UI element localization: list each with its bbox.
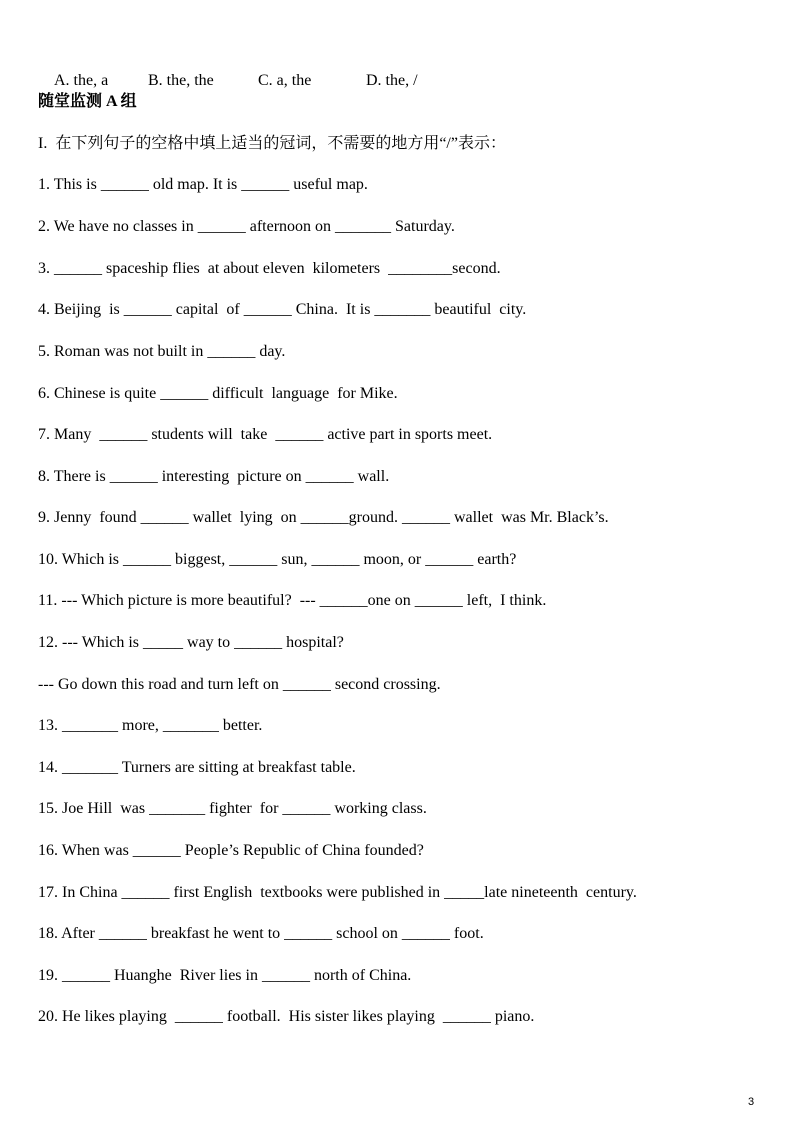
question-3: 3. ______ spaceship flies at about eleven kilometers ________second. — [38, 260, 501, 277]
question-20: 20. He likes playing ______ football. His sister likes playing ______ piano. — [38, 1008, 535, 1025]
question-14: 14. _______ Turners are sitting at breakfast table. — [38, 759, 356, 776]
option-b: B. the, the — [148, 72, 214, 89]
question-1: 1. This is ______ old map. It is ______ useful map. — [38, 176, 368, 193]
question-18: 18. After ______ breakfast he went to ______ school on ______ foot. — [38, 925, 484, 942]
question-13: 13. _______ more, _______ better. — [38, 717, 263, 734]
question-19: 19. ______ Huanghe River lies in ______ north of China. — [38, 967, 412, 984]
question-5: 5. Roman was not built in ______ day. — [38, 343, 286, 360]
instruction: I. 在下列句子的空格中填上适当的冠词，不需要的地方用“/”表示： — [38, 135, 506, 152]
question-12: 12. --- Which is _____ way to ______ hospital? — [38, 634, 344, 651]
question-16: 16. When was ______ People’s Republic of China founded? — [38, 842, 424, 859]
question-15: 15. Joe Hill was _______ fighter for ______ working class. — [38, 800, 427, 817]
question-12-response: --- Go down this road and turn left on ______ second crossing. — [38, 676, 441, 693]
question-8: 8. There is ______ interesting picture on ______ wall. — [38, 468, 390, 485]
question-4: 4. Beijing is ______ capital of ______ China. It is _______ beautiful city. — [38, 301, 527, 318]
question-11: 11. --- Which picture is more beautiful? --- ______one on ______ left, I think. — [38, 592, 547, 609]
question-7: 7. Many ______ students will take ______ active part in sports meet. — [38, 426, 493, 443]
option-d: D. the, / — [366, 72, 418, 89]
question-6: 6. Chinese is quite ______ difficult language for Mike. — [38, 385, 398, 402]
question-17: 17. In China ______ first English textbooks were published in _____late nineteenth century. — [38, 884, 637, 901]
section-title: 随堂监测 A 组 — [38, 93, 137, 110]
question-9: 9. Jenny found ______ wallet lying on ______ground. ______ wallet was Mr. Black’s. — [38, 509, 609, 526]
question-10: 10. Which is ______ biggest, ______ sun, ______ moon, or ______ earth? — [38, 551, 517, 568]
option-c: C. a, the — [258, 72, 312, 89]
page-number: 3 — [748, 1096, 755, 1108]
option-a: A. the, a — [54, 72, 109, 89]
question-2: 2. We have no classes in ______ afternoon on _______ Saturday. — [38, 218, 455, 235]
